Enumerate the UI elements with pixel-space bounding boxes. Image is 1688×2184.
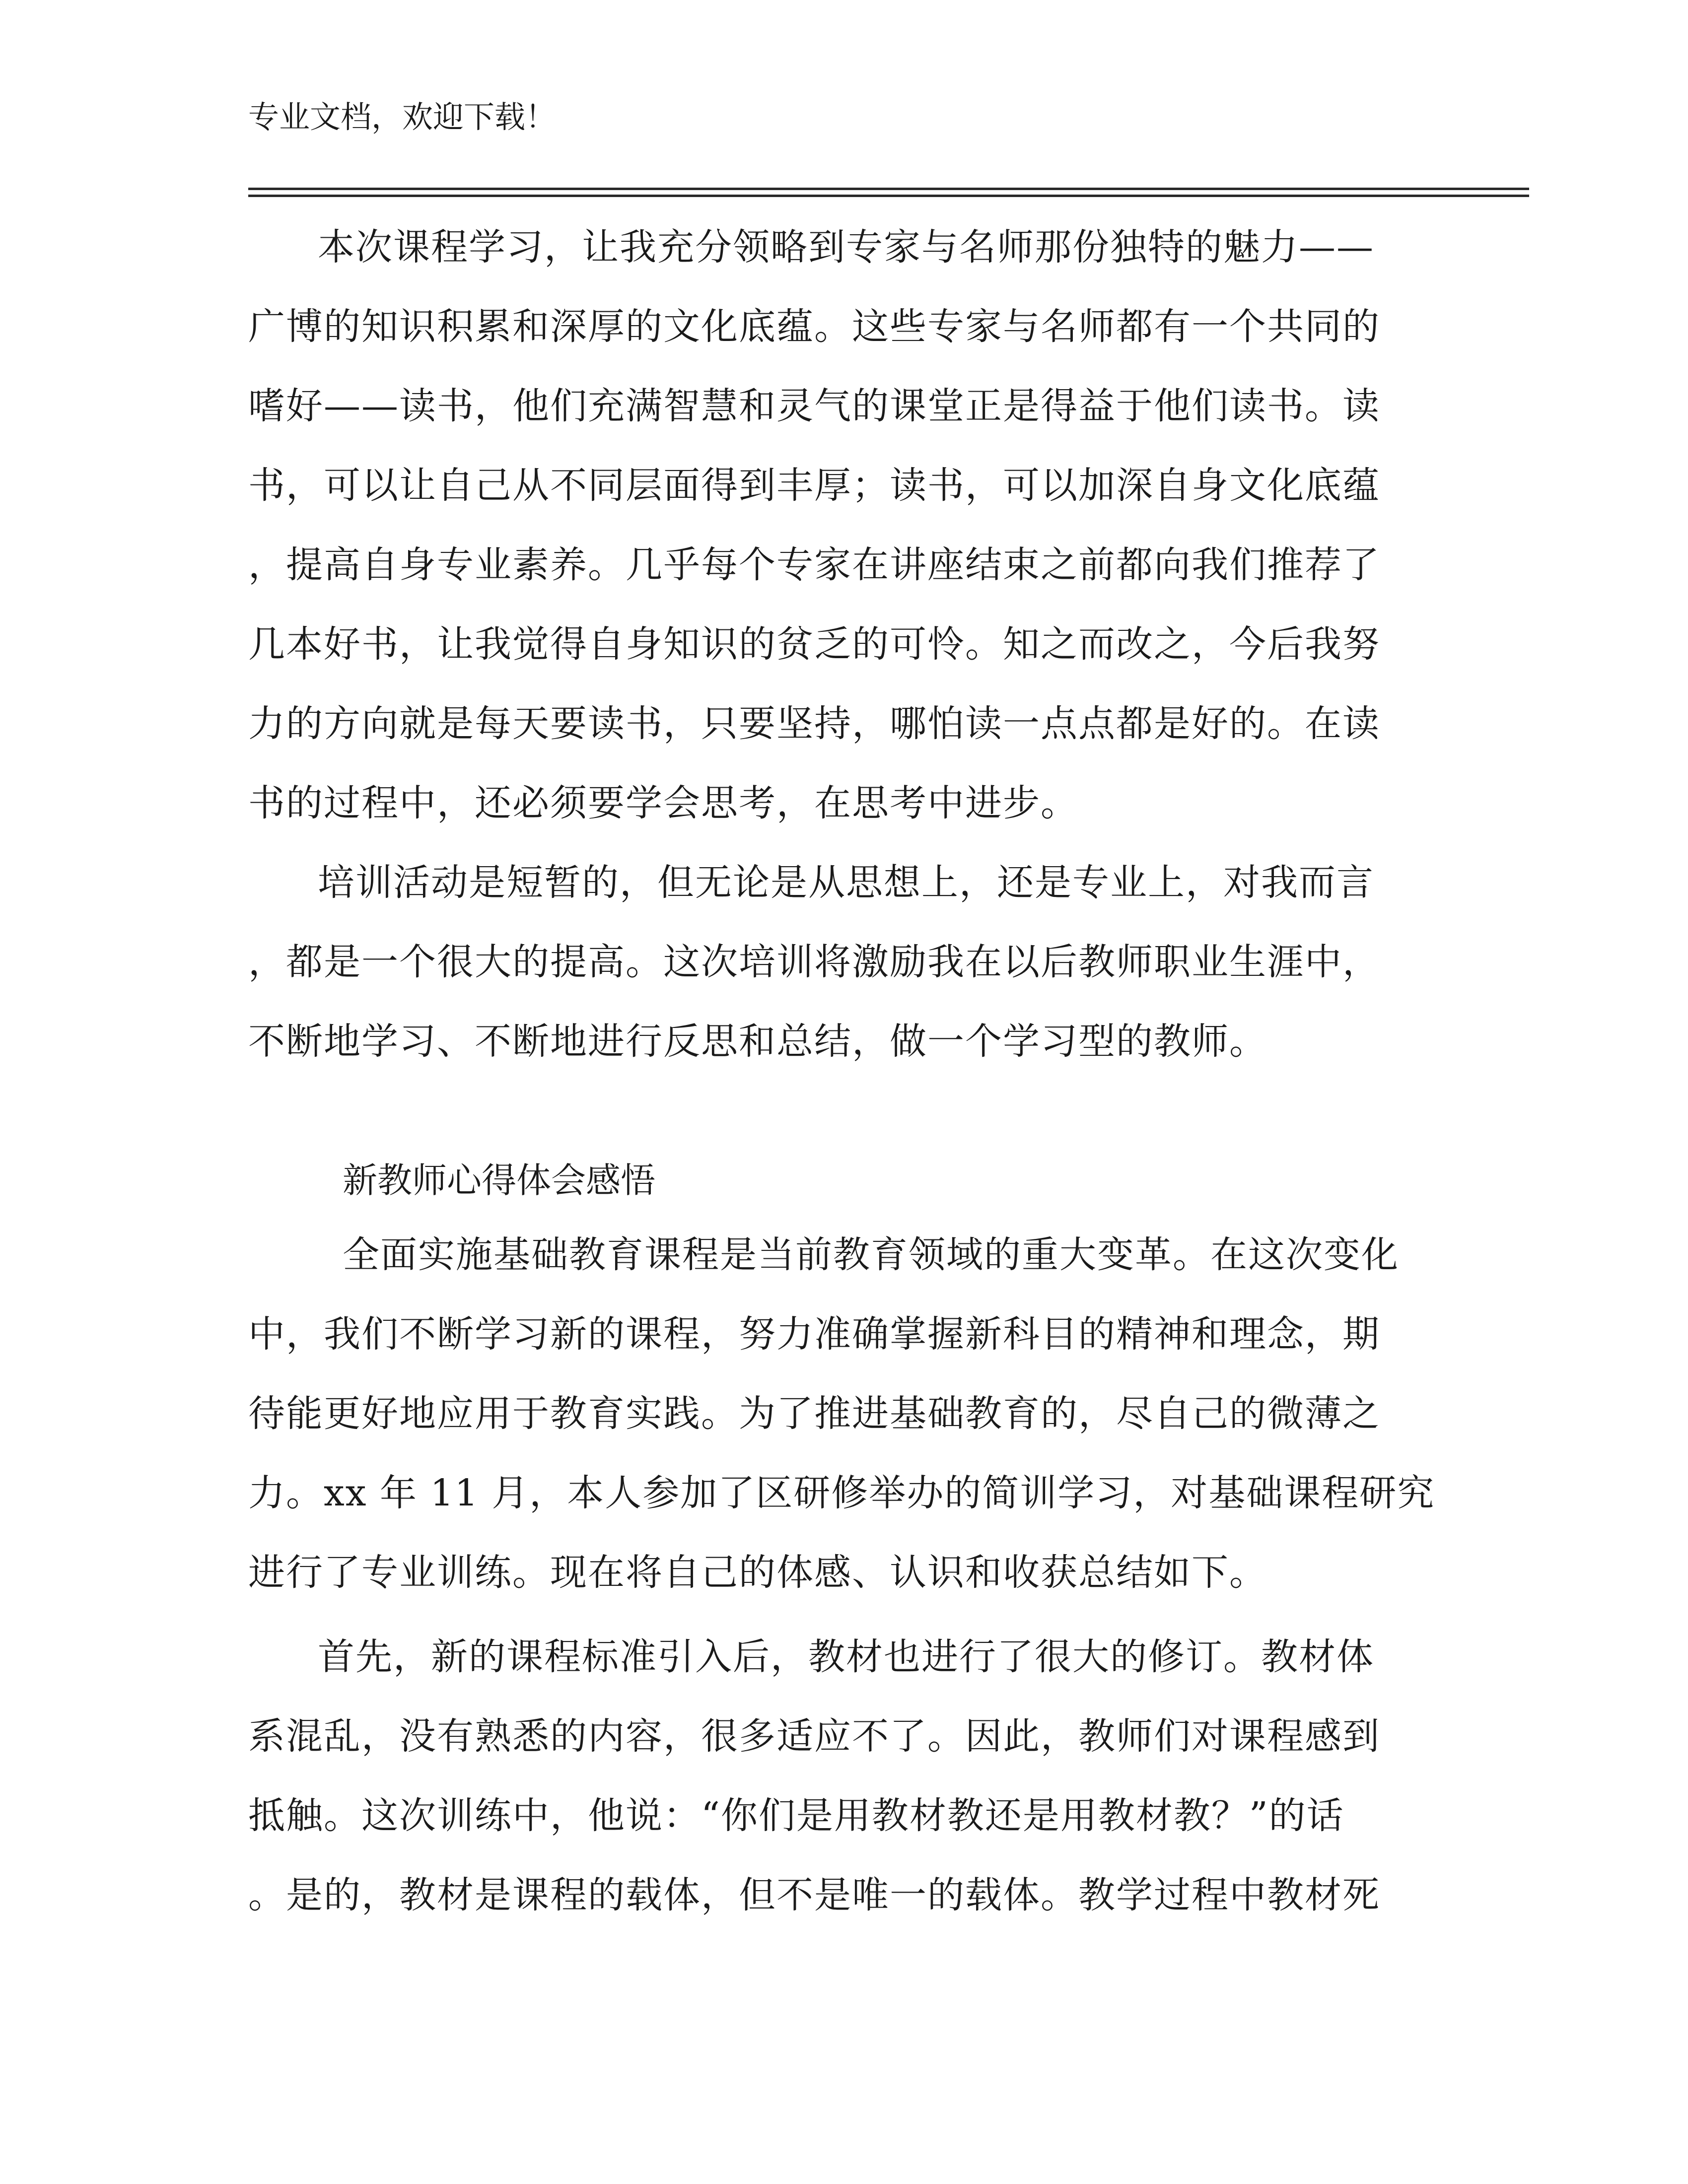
paragraph-line: 系混乱，没有熟悉的内容，很多适应不了。因此，教师们对课程感到 bbox=[248, 1715, 1380, 1758]
paragraph-line: 书，可以让自己从不同层面得到丰厚；读书，可以加深自身文化底蕴 bbox=[248, 464, 1380, 507]
paragraph-line: 进行了专业训练。现在将自己的体感、认识和收获总结如下。 bbox=[248, 1551, 1267, 1594]
paragraph-line: 嗜好——读书，他们充满智慧和灵气的课堂正是得益于他们读书。读 bbox=[248, 385, 1380, 427]
paragraph-line: 书的过程中，还必须要学会思考，在思考中进步。 bbox=[248, 782, 1078, 824]
paragraph-line: 抵触。这次训练中，他说：“你们是用教材教还是用教材教？”的话 bbox=[248, 1794, 1344, 1837]
paragraph-line: 待能更好地应用于教育实践。为了推进基础教育的，尽自己的微薄之 bbox=[248, 1392, 1380, 1435]
paragraph-line: 力的方向就是每天要读书，只要坚持，哪怕读一点点都是好的。在读 bbox=[248, 702, 1380, 745]
paragraph-line: 力。xx 年 11 月，本人参加了区研修举办的简训学习，对基础课程研究 bbox=[248, 1472, 1435, 1514]
header-rule-bottom bbox=[248, 195, 1529, 197]
paragraph-line: 中，我们不断学习新的课程，努力准确掌握新科目的精神和理念，期 bbox=[248, 1313, 1380, 1356]
paragraph-line: 不断地学习、不断地进行反思和总结，做一个学习型的教师。 bbox=[248, 1020, 1267, 1063]
header-rule-top bbox=[248, 188, 1529, 190]
paragraph-line: 全面实施基础教育课程是当前教育领域的重大变革。在这次变化 bbox=[343, 1233, 1399, 1276]
paragraph-line: 几本好书，让我觉得自身知识的贫乏的可怜。知之而改之，今后我努 bbox=[248, 623, 1380, 666]
paragraph-line: 本次课程学习，让我充分领略到专家与名师那份独特的魅力—— bbox=[318, 226, 1374, 269]
section-heading: 新教师心得体会感悟 bbox=[343, 1160, 655, 1201]
paragraph-line: ，都是一个很大的提高。这次培训将激励我在以后教师职业生涯中， bbox=[248, 941, 1380, 983]
page-header: 专业文档，欢迎下载！ bbox=[248, 99, 557, 135]
paragraph-line: 广博的知识积累和深厚的文化底蕴。这些专家与名师都有一个共同的 bbox=[248, 305, 1380, 348]
paragraph-line: 培训活动是短暂的，但无论是从思想上，还是专业上，对我而言 bbox=[318, 861, 1374, 904]
paragraph-line: ，提高自身专业素养。几乎每个专家在讲座结束之前都向我们推荐了 bbox=[248, 544, 1380, 586]
paragraph-line: 。是的，教材是课程的载体，但不是唯一的载体。教学过程中教材死 bbox=[248, 1874, 1380, 1916]
paragraph-line: 首先，新的课程标准引入后，教材也进行了很大的修订。教材体 bbox=[318, 1636, 1374, 1678]
